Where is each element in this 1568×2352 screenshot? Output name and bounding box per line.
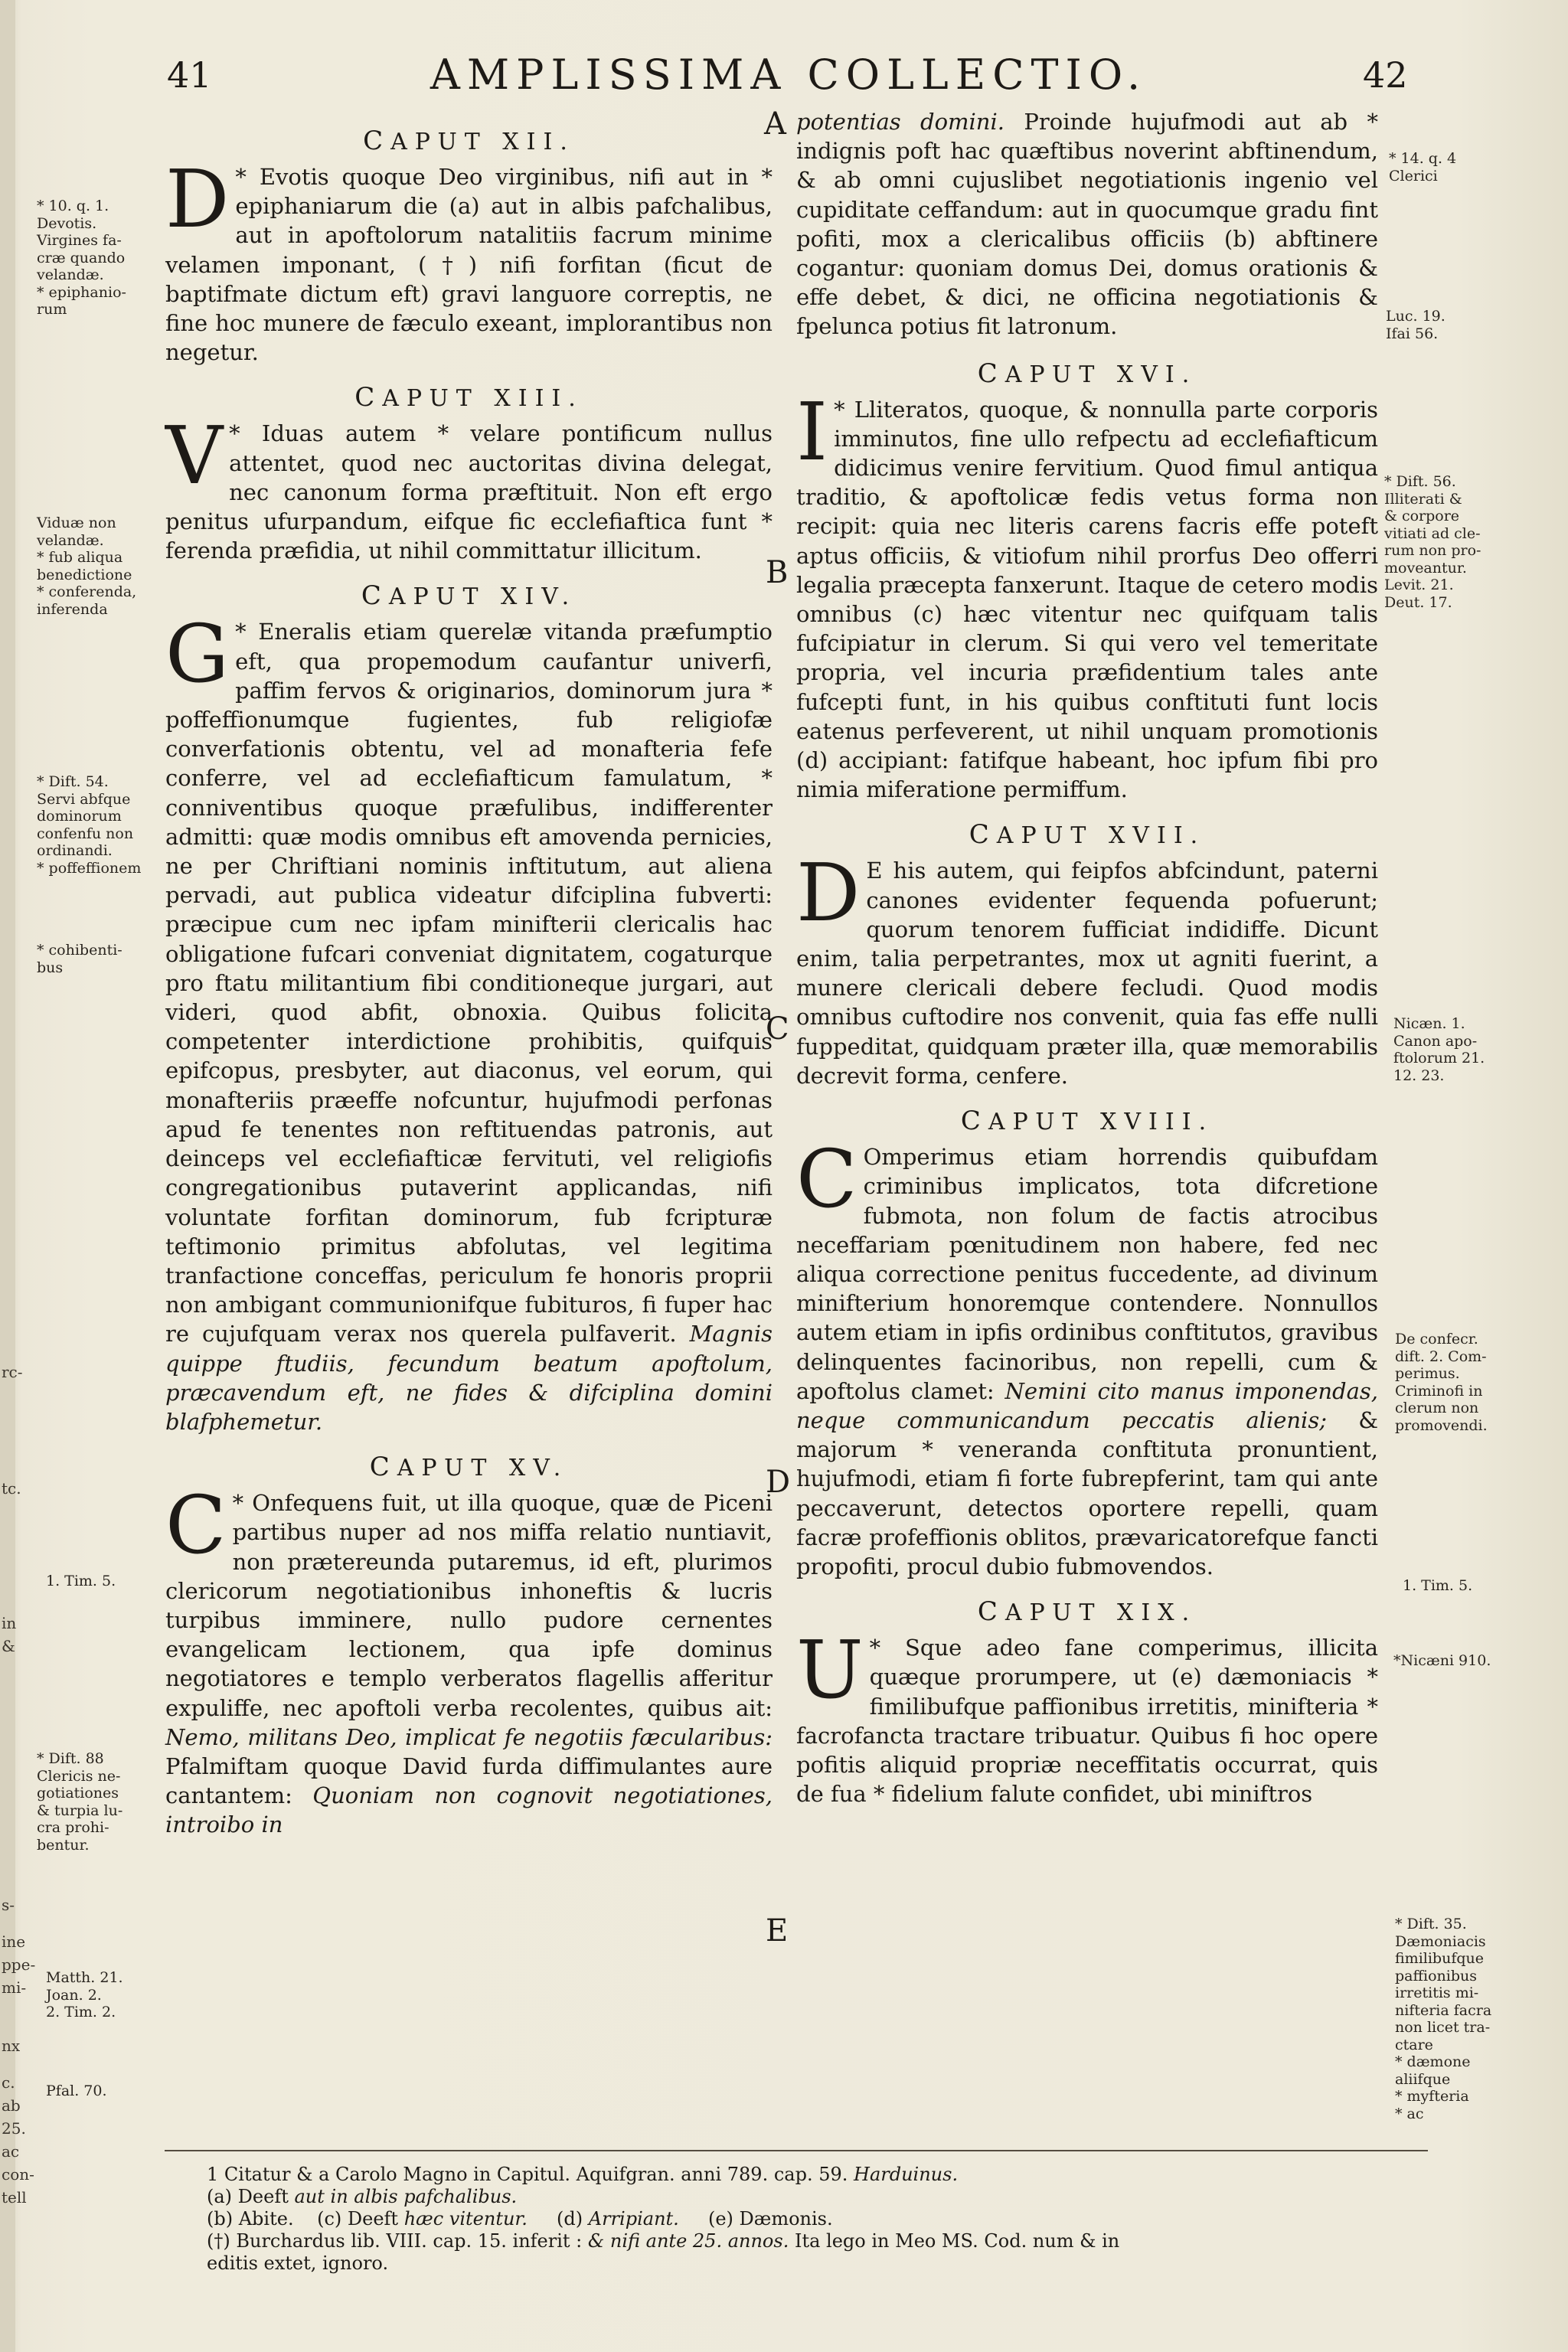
left-margin-note: * cohibenti- bus <box>37 942 122 976</box>
right-margin-note: * Dift. 35. Dæmoniacis fimilibufque paffionibus irretitis mi- nifteria facra non licet tra- ctare * dæmone aliifque * myfteria * ac <box>1395 1916 1492 2122</box>
left-margin-note: 1. Tim. 5. <box>46 1573 116 1589</box>
footnote-a: (a) Deeft aut in albis pafchalibus. <box>207 2186 518 2207</box>
running-title: AMPLISSIMA COLLECTIO. <box>430 51 1148 99</box>
edge-fragment: rc- <box>2 1363 23 1381</box>
right-page-number: 42 <box>1363 54 1408 96</box>
footnotes <box>207 2164 1447 2275</box>
left-page-number: 41 <box>167 54 212 96</box>
edge-fragment: in <box>2 1614 17 1632</box>
left-margin-note: Pfal. 70. <box>46 2082 107 2099</box>
chapter-xvi-text: * I Lliteratos, quoque, & nonnulla parte corporis imminutos, fine ullo refpectu ad ecclefiafticum didicimus venire fervitium. Quod fimul antiqua traditio, & apoftolicæ fedis vetus forma non recipit: quia nec literis carens facris effe poteft aptus officiis, & vitiofum nihil prorfus Deo offerri legalia præcepta fanxerunt. Itaque de cetero modis omnibus (c) hæc vitentur nec quifquam talis fufcipiatur in clerum. Si qui vero vel temeritate propria, vel incuria præfidentium tales ante fufcepti funt, in his quibus conftituti funt locis eatenus perfeverent, ut nihil unquam promotionis (d) accipiant: fatifque habeant, hoc ipfum fibi pro nimia miferatione permiffum. <box>796 384 1378 803</box>
right-margin-note: *Nicæni 910. <box>1393 1652 1491 1669</box>
binding-edge <box>0 0 15 2352</box>
left-column <box>165 121 773 1840</box>
chapter-xiv-text: * G Eneralis etiam querelæ vitanda præfumptio eft, qua propemodum caufantur univerfi, paffim fervos & originarios, dominorum jura * poffeffionumque fugientes, fub religiofæ converfationis obtentu, vel ad monafteria fefe conferre, vel ad ecclefiafticum famulatum, * conniventibus quoque præfulibus, indifferenter admitti: quæ modis omnibus eft amovenda pernicies, ne per Chriftiani nominis inftitutum, aut aliena pervadi, aut publica videatur difciplina fubverti: præcipue cum nec ipfam minifterii clericalis hac obligatione fufcari conveniat dignitatem, cogaturque pro ftatu militantium fibi conditioneque jurgari, aut videri, quod abfit, obnoxia. Quibus folicita competenter interdictione prohibitis, quifquis epifcopus, presbyter, aut diaconus, vel eorum, qui monafteriis præeffe nofcuntur, hujufmodi perfonas apud fe tenentes non reftituendas patronis, aut deinceps vel ecclefiafticæ fervituti, vel religiofis congregationibus putaverint applicandas, nifi voluntate forfitan dominorum, fub fcripturæ teftimonio primitus abfolutas, vel legitima tranfactione conceffas, periculum fe honoris proprii non ambigant communionifque fubituros, fi fuper hac re cujufquam verax nos querela pulfaverit. Magnis quippe ftudiis, fecundum beatum apoftolum, præcavendum eft, ne fides & difciplina domini blafphemetur. <box>165 607 773 1435</box>
footnote-1: 1 Citatur & a Carolo Magno in Capitul. Aquifgran. anni 789. cap. 59. Harduinus. <box>207 2164 959 2185</box>
edge-fragment: nx <box>2 2037 21 2055</box>
right-column <box>796 107 1378 1808</box>
edge-fragment: ac <box>2 2142 20 2161</box>
chapter-heading-xiv: CAPUT XIV. <box>361 580 577 612</box>
right-margin-note: Nicæn. 1. Canon apo- ftolorum 21. 12. 23. <box>1393 1015 1485 1084</box>
edge-fragment: tc. <box>2 1479 21 1498</box>
left-margin-note: * Dift. 88 Clericis ne- gotiationes & turpia lu- cra prohi- bentur. <box>37 1750 123 1854</box>
section-marker-a: A <box>764 106 786 142</box>
section-marker-d: D <box>766 1465 791 1500</box>
chapter-xiii-text: * V Iduas autem * velare pontificum nullus attentet, quod nec auctoritas divina delegat, nec canonum forma præftituit. Non eft ergo penitus ufurpandum, eifque fic ecclefiaftica funt * ferenda præfidia, ut nihil committatur illicitum. <box>165 409 773 564</box>
chapter-heading-xviii: CAPUT XVIII. <box>960 1106 1214 1137</box>
chapter-heading-xvii: CAPUT XVII. <box>969 819 1206 851</box>
chapter-xviii-text: C Omperimus etiam horrendis quibufdam criminibus implicatos, tota difcretione fubmota, non folum de factis atrocibus neceffariam pœnitudinem non habere, fed nec aliqua correctione penitus fuccedente, ad divinum minifterium honoremque contendere. Nonnullos autem etiam in ipfis ordinibus conftitutos, gravibus delinquentes facinoribus, non repelli, cum & apoftolus clamet: Nemini cito manus imponendas, neque communicandum peccatis alienis; & majorum * veneranda conftituta pronuntient, hujufmodi, etiam fi forte fubrepferint, tam qui ante peccaverunt, detectos oportere repelli, quam facræ profeffionis oblitos, prævaricatorefque fancti propofiti, procul dubio fubmovendos. <box>796 1132 1379 1579</box>
left-margin-note: * 10. q. 1. Devotis. Virgines fa- cræ quando velandæ. * epiphanio- rum <box>37 198 126 318</box>
left-margin-note: * Dift. 54. Servi abfque dominorum confenfu non ordinandi. * poffeffionem <box>37 773 142 877</box>
edge-fragment: s- <box>2 1896 15 1914</box>
footnote-rule <box>165 2150 1428 2151</box>
chapter-xv-text: * C Onfequens fuit, ut illa quoque, quæ de Piceni partibus nuper ad nos miffa relatio nuntiavit, non prætereunda putaremus, id eft, plurimos clericorum negotiationibus inhoneftis & lucris turpibus imminere, nullo pudore cernentes evangelicam lectionem, qua ipfe dominus negotiatores e templo verberatos flagellis afferitur expuliffe, nec apoftoli verba recolentes, quibus ait: Nemo, militans Deo, implicat fe negotiis fæcularibus: Pfalmiftam quoque David furda diffimulantes aure cantantem: Quoniam non cognovit negotiationes, introibo in <box>165 1478 773 1838</box>
edge-fragment: c. <box>2 2073 15 2092</box>
chapter-heading-xiii: CAPUT XIII. <box>354 382 583 413</box>
chapter-heading-xix: CAPUT XIX. <box>977 1596 1197 1628</box>
right-margin-note: De confecr. dift. 2. Com- perimus. Criminofi in clerum non promovendi. <box>1395 1331 1488 1434</box>
footnote-b-c-d-e: (b) Abite. (c) Deeft hæc vitentur. (d) Arripiant. (e) Dæmonis. <box>207 2208 833 2230</box>
chapter-heading-xv: CAPUT XV. <box>369 1452 569 1483</box>
edge-fragment: tell <box>2 2188 27 2207</box>
section-marker-c: C <box>766 1011 789 1047</box>
footnote-dagger-continued: editis extet, ignoro. <box>207 2252 389 2274</box>
edge-fragment: ab <box>2 2096 21 2115</box>
right-margin-note: * 14. q. 4 Clerici <box>1389 150 1457 185</box>
edge-fragment: ine <box>2 1932 26 1951</box>
right-margin-note: 1. Tim. 5. <box>1403 1577 1473 1594</box>
edge-fragment: ppe- <box>2 1955 36 1974</box>
edge-fragment: con- <box>2 2165 34 2184</box>
right-margin-note: Luc. 19. Ifai 56. <box>1386 308 1446 342</box>
chapter-xii-text: * D Evotis quoque Deo virginibus, nifi aut in * epiphaniarum die (a) aut in albis pafchalibus, aut in apoftolorum natalitiis facrum minime velamen imponant, (†) nifi forfitan (ficut de baptifmate dictum eft) gravi languore correptis, ne fine hoc munere de fæculo exeant, implorantibus non negetur. <box>165 152 773 366</box>
section-marker-e: E <box>766 1913 789 1949</box>
chapter-xvii-text: D E his autem, qui feipfos abfcindunt, paterni canones evidenter fequenda pofuerunt; quorum tenorem fufficiat indidiffe. Dicunt enim, talia perpetrantes, mox ut agniti fuerint, a munere clericali debere fecludi. Quod modis omnibus cuftodire nos convenit, quia fas effe nulli fuppeditat, quidquam præter illa, quæ memorabilis decrevit forma, cenfere. <box>796 846 1378 1089</box>
footnote-dagger: (†) Burchardus lib. VIII. cap. 15. inferit : & nifi ante 25. annos. Ita lego in Meo MS. Cod. num & in <box>207 2230 1120 2252</box>
section-marker-b: B <box>766 555 789 590</box>
chapter-xv-continued: potentias domini. Proinde hujufmodi aut ab * indignis poft hac quæftibus noverint abftinendum, & ab omni cujuslibet negotiationis ingenio vel cupiditate ceffandum: aut in quocumque gradu fint pofiti, mox a clericalibus officiis (b) abftinere cogantur: quoniam domus Dei, domus orationis & effe debet, & dici, ne officina negotiationis & fpelunca potius fit latronum. <box>796 109 1379 340</box>
chapter-xix-text: * U Sque adeo fane comperimus, illicita quæque prorumpere, ut (e) dæmoniacis * fimilibufque paffionibus irretitis, minifteria * facrofancta tractare tribuatur. Quibus fi hoc opere pofitis aliquid propriæ neceffitatis occurrat, quis de fua * fidelium falute confidet, ubi miniftros <box>796 1623 1378 1808</box>
chapter-heading-xii: CAPUT XII. <box>363 126 575 156</box>
edge-fragment: mi- <box>2 1978 27 1997</box>
left-margin-note: Matth. 21. Joan. 2. 2. Tim. 2. <box>46 1969 123 2020</box>
chapter-heading-xvi: CAPUT XVI. <box>977 358 1197 389</box>
left-margin-note: Viduæ non velandæ. * fub aliqua benedictione * conferenda, inferenda <box>37 514 137 618</box>
edge-fragment: 25. <box>2 2119 26 2138</box>
edge-fragment: & <box>2 1637 15 1655</box>
right-margin-note: * Dift. 56. Illiterati & & corpore vitiati ad cle- rum non pro- moveantur. Levit. 21. Deut. 17. <box>1384 473 1481 611</box>
